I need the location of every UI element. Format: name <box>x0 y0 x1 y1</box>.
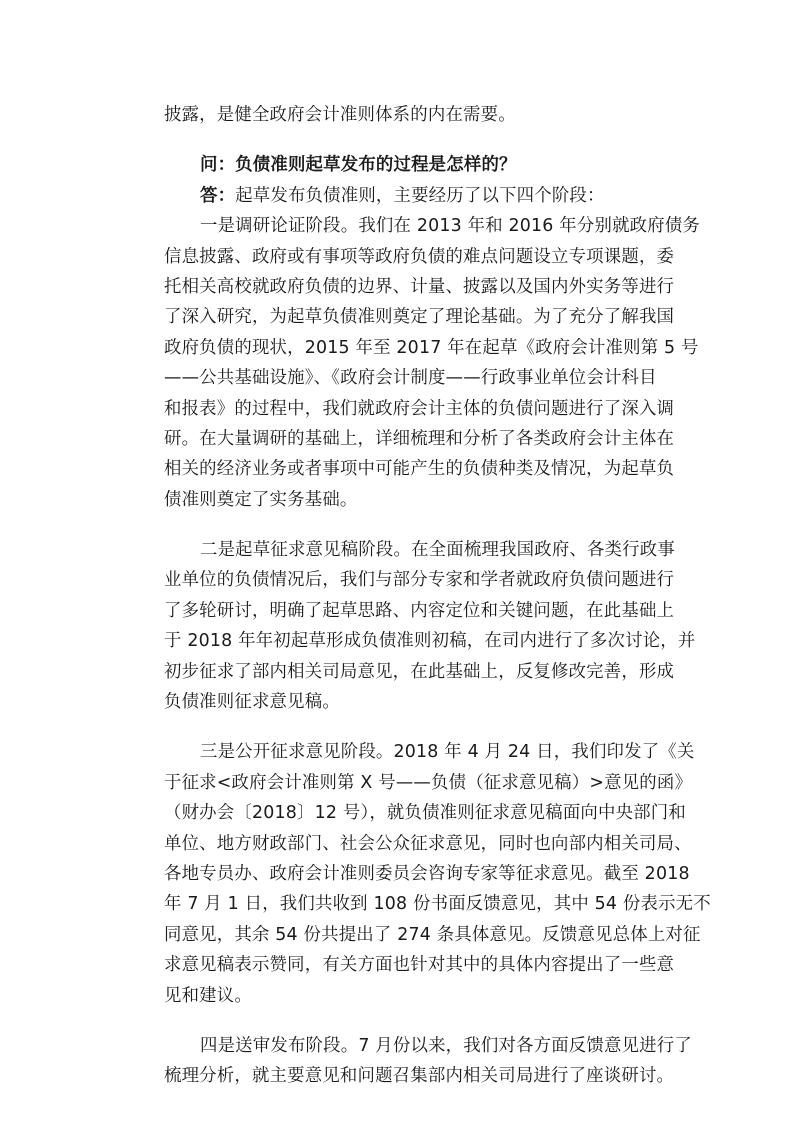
stage4-line: 梳理分析，就主要意见和问题召集部内相关司局进行了座谈研讨。 <box>164 1066 675 1087</box>
stage1-line: 政府负债的现状，2015 年至 2017 年在起草《政府会计准则第 5 号 <box>164 337 699 358</box>
stage3-line: 各地专员办、政府会计准则委员会咨询专家等征求意见。截至 2018 <box>164 863 690 884</box>
answer-label: 答： <box>200 185 236 206</box>
stage2-line: 了多轮研讨，明确了起草思路、内容定位和关键问题，在此基础上 <box>164 600 675 621</box>
stage2-line: 于 2018 年年初起草形成负债准则初稿，在司内进行了多次讨论，并 <box>164 631 696 652</box>
stage3-paragraph <box>164 737 711 1011</box>
stage1-line: 了深入研究，为起草负债准则奠定了理论基础。为了充分了解我国 <box>164 307 675 328</box>
stage3-line: 单位、地方财政部门、社会公众征求意见，同时也向部内相关司局、 <box>164 833 692 854</box>
paragraph-gap <box>164 515 634 535</box>
stage1-line: 托相关高校就政府负债的边界、计量、披露以及国内外实务等进行 <box>164 276 675 297</box>
stage1-line: 相关的经济业务或者事项中可能产生的负债种类及情况，为起草负 <box>164 459 675 480</box>
stage2-line: 二是起草征求意见稿阶段。在全面梳理我国政府、各类行政事 <box>200 540 675 561</box>
stage3-line: 三是公开征求意见阶段。2018 年 4 月 24 日，我们印发了《关 <box>200 742 695 763</box>
answer-line <box>164 181 634 211</box>
stage3-line: 见和建议。 <box>164 985 252 1006</box>
stage3-line: 于征求<政府会计准则第 X 号——负债（征求意见稿）>意见的函》 <box>164 772 693 793</box>
stage1-line: 一是调研论证阶段。我们在 2013 年和 2016 年分别就政府债务 <box>200 216 701 237</box>
stage4-line: 四是送审发布阶段。7 月份以来，我们对各方面反馈意见进行了 <box>200 1035 692 1056</box>
intro-line: 披露，是健全政府会计准则体系的内在需要。 <box>164 105 516 125</box>
stage1-line: 研。在大量调研的基础上，详细梳理和分析了各类政府会计主体在 <box>164 428 675 449</box>
stage1-line: 信息披露、政府或有事项等政府负债的难点问题设立专项课题，委 <box>164 246 675 267</box>
stage3-line: 年 7 月 1 日，我们共收到 108 份书面反馈意见，其中 54 份表示无不 <box>164 894 711 915</box>
stage1-line: 债准则奠定了实务基础。 <box>164 489 358 510</box>
paragraph-gap <box>164 717 634 737</box>
paragraph-gap <box>164 130 634 150</box>
stage2-paragraph <box>164 535 696 717</box>
stage2-line: 初步征求了部内相关司局意见，在此基础上，反复修改完善，形成 <box>164 661 675 682</box>
answer-text: 起草发布负债准则，主要经历了以下四个阶段： <box>235 185 605 206</box>
document-body <box>164 100 711 1092</box>
stage1-line: ——公共基础设施》、《政府会计制度——行政事业单位会计科目 <box>164 368 657 389</box>
stage3-line: （财办会〔2018〕12 号），就负债准则征求意见稿面向中央部门和 <box>164 803 686 824</box>
stage3-line: 同意见，其余 54 份共提出了 274 条具体意见。反馈意见总体上对征 <box>164 924 701 945</box>
stage4-paragraph <box>164 1031 692 1092</box>
stage2-line: 业单位的负债情况后，我们与部分专家和学者就政府负债问题进行 <box>164 570 675 591</box>
question-heading: 问：负债准则起草发布的过程是怎样的？ <box>200 155 517 176</box>
stage1-line: 和报表》的过程中，我们就政府会计主体的负债问题进行了深入调 <box>164 398 675 419</box>
stage2-line: 负债准则征求意见稿。 <box>164 692 340 713</box>
stage1-paragraph <box>164 211 701 515</box>
paragraph-gap <box>164 1011 634 1031</box>
stage3-line: 求意见稿表示赞同，有关方面也针对其中的具体内容提出了一些意 <box>164 955 675 976</box>
